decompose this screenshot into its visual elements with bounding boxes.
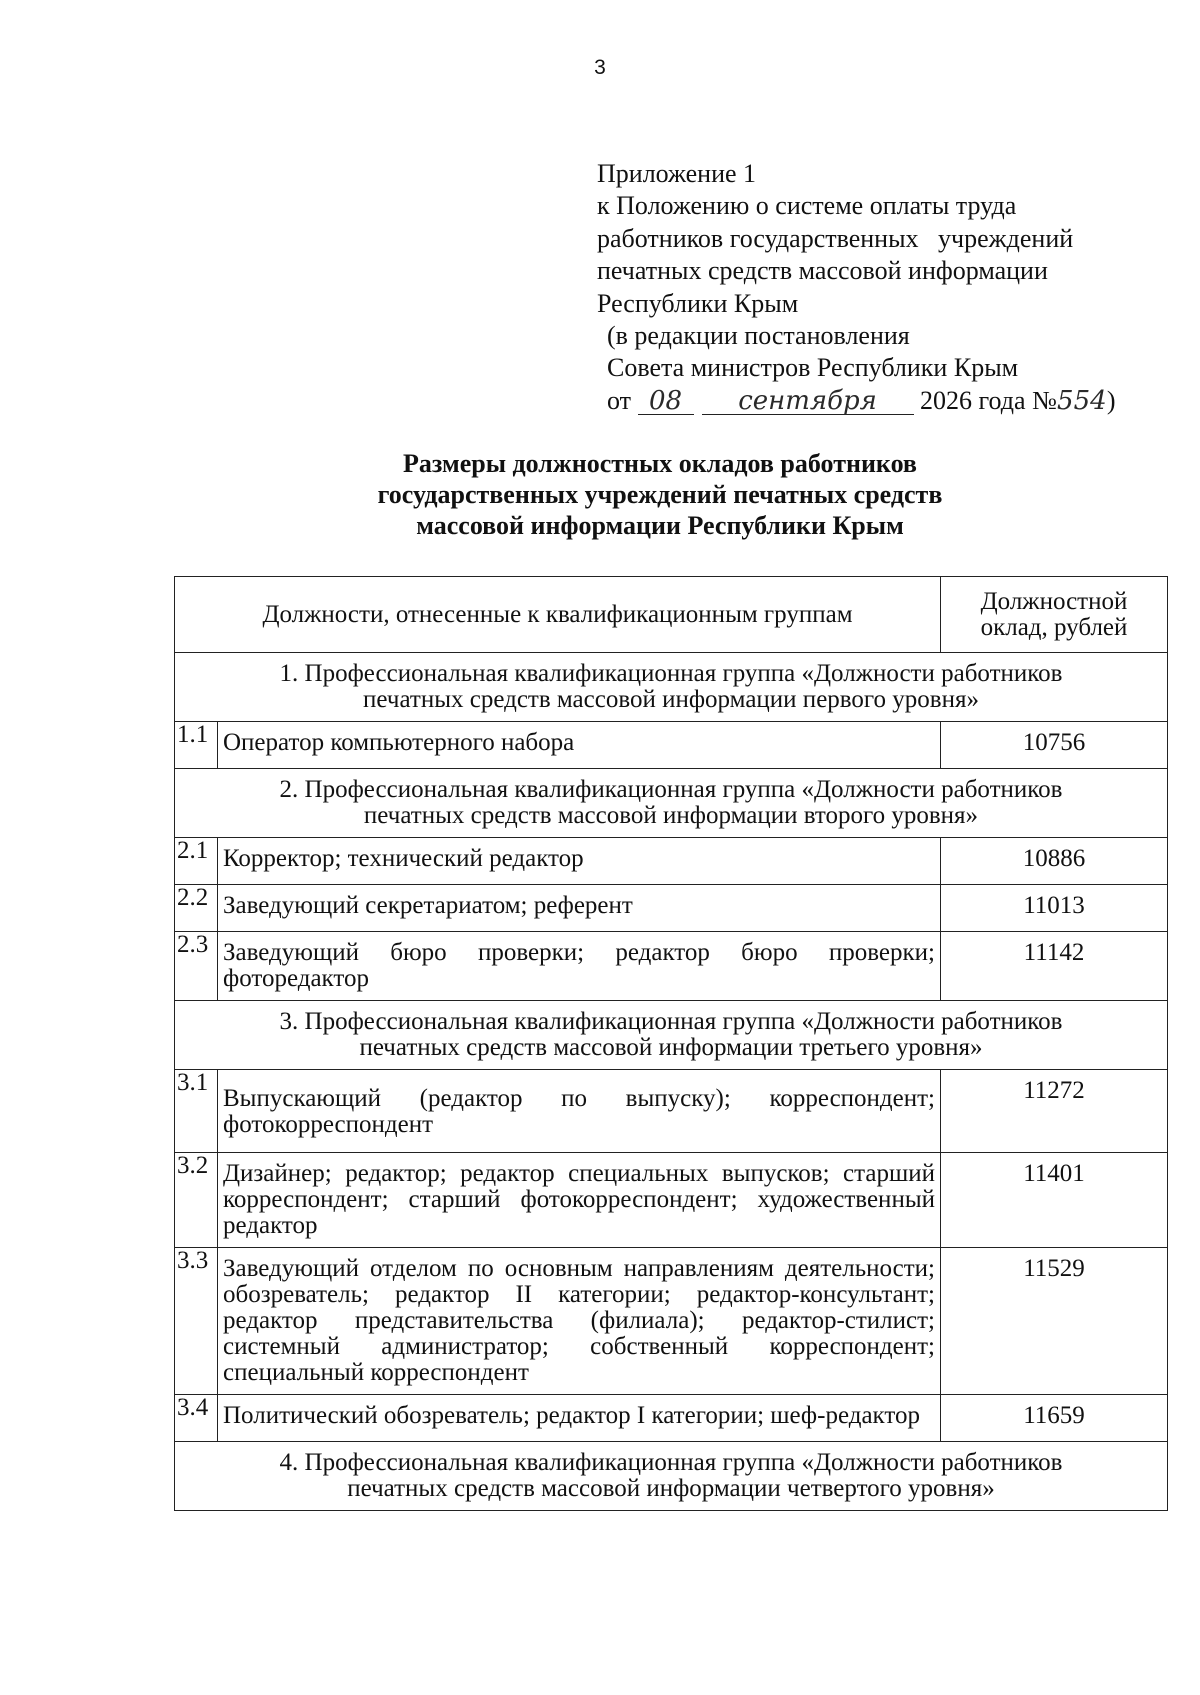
date-suffix: ): [1106, 385, 1116, 415]
header-salary: [941, 577, 1168, 653]
group-title-line: 3. Профессиональная квалификационная группа «Должности работников: [279, 1008, 1063, 1035]
table-row: [175, 838, 1168, 885]
group-row: [175, 1001, 1168, 1070]
group-title: [175, 1001, 1168, 1070]
group-title-line: печатных средств массовой информации третьего уровня»: [359, 1034, 983, 1061]
group-title-line: 4. Профессиональная квалификационная группа «Должности работников: [279, 1449, 1063, 1476]
row-salary: 11142: [941, 932, 1168, 1001]
row-number: 1.1: [175, 722, 218, 769]
title-line: государственных учреждений печатных средств: [377, 480, 943, 509]
table-row: [175, 885, 1168, 932]
date-year: 2026 года №: [920, 385, 1057, 415]
page-number: 3: [594, 56, 606, 79]
group-title-line: 1. Профессиональная квалификационная группа «Должности работников: [279, 660, 1063, 687]
date-prefix: от: [607, 385, 632, 415]
title-line: Размеры должностных окладов работников: [403, 449, 917, 478]
handwritten-day: 08: [638, 388, 694, 415]
row-salary: 11401: [941, 1153, 1168, 1248]
edition-line: (в редакции постановления: [607, 321, 910, 351]
group-title-line: печатных средств массовой информации второго уровня»: [363, 802, 979, 829]
row-number: 2.1: [175, 838, 218, 885]
table-row: [175, 1153, 1168, 1248]
row-salary: 11529: [941, 1248, 1168, 1395]
row-position: Заведующий бюро проверки; редактор бюро проверки; фоторедактор: [218, 932, 941, 1001]
table-row: [175, 722, 1168, 769]
appendix-line: работников государственных учреждений: [597, 223, 1074, 253]
table-row: [175, 1070, 1168, 1153]
appendix-line: печатных средств массовой информации: [597, 256, 1048, 286]
edition-date-line: [597, 385, 1116, 417]
row-number: 3.1: [175, 1070, 218, 1153]
header-salary-line: Должностной: [980, 587, 1128, 615]
row-salary: 10886: [941, 838, 1168, 885]
salary-table: [174, 576, 1168, 1511]
row-salary: 11659: [941, 1395, 1168, 1442]
table-header-row: [175, 577, 1168, 653]
title-line: массовой информации Республики Крым: [416, 511, 904, 540]
row-salary: 10756: [941, 722, 1168, 769]
header-salary-line: оклад, рублей: [980, 613, 1128, 641]
row-number: 3.2: [175, 1153, 218, 1248]
row-position: Политический обозреватель; редактор I категории; шеф-редактор: [218, 1395, 941, 1442]
appendix-line: Республики Крым: [597, 288, 799, 318]
group-title: [175, 769, 1168, 838]
header-position: Должности, отнесенные к квалификационным группам: [175, 577, 941, 653]
row-salary: 11013: [941, 885, 1168, 932]
row-position: Заведующий секретариатом; референт: [218, 885, 941, 932]
row-salary: 11272: [941, 1070, 1168, 1153]
group-title-line: печатных средств массовой информации четвертого уровня»: [347, 1475, 995, 1502]
table-row: [175, 1395, 1168, 1442]
handwritten-number: 554: [1057, 385, 1107, 416]
table-row: [175, 1248, 1168, 1395]
group-row: [175, 1442, 1168, 1511]
table-row: [175, 932, 1168, 1001]
document-title: [0, 448, 1200, 541]
row-position: Корректор; технический редактор: [218, 838, 941, 885]
edition-line: Совета министров Республики Крым: [607, 353, 1019, 383]
handwritten-month: сентября: [702, 388, 914, 415]
appendix-line: Приложение 1: [597, 159, 757, 188]
appendix-block: [597, 158, 1116, 417]
group-row: [175, 653, 1168, 722]
row-position: Заведующий отделом по основным направлениям деятельности; обозреватель; редактор II категории; редактор-консультант; редактор представительства (филиала); редактор-стилист; системный администратор; собственный корреспондент; специальный корреспондент: [218, 1248, 941, 1395]
row-number: 2.3: [175, 932, 218, 1001]
row-number: 2.2: [175, 885, 218, 932]
row-position: Оператор компьютерного набора: [218, 722, 941, 769]
row-position: Дизайнер; редактор; редактор специальных выпусков; старший корреспондент; старший фотокорреспондент; художественный редактор: [218, 1153, 941, 1248]
row-number: 3.4: [175, 1395, 218, 1442]
group-title-line: печатных средств массовой информации первого уровня»: [363, 686, 979, 713]
group-title-line: 2. Профессиональная квалификационная группа «Должности работников: [279, 776, 1063, 803]
group-row: [175, 769, 1168, 838]
row-number: 3.3: [175, 1248, 218, 1395]
row-position: Выпускающий (редактор по выпуску); корреспондент; фотокорреспондент: [218, 1070, 941, 1153]
appendix-line: к Положению о системе оплаты труда: [597, 191, 1017, 221]
group-title: [175, 1442, 1168, 1511]
group-title: [175, 653, 1168, 722]
